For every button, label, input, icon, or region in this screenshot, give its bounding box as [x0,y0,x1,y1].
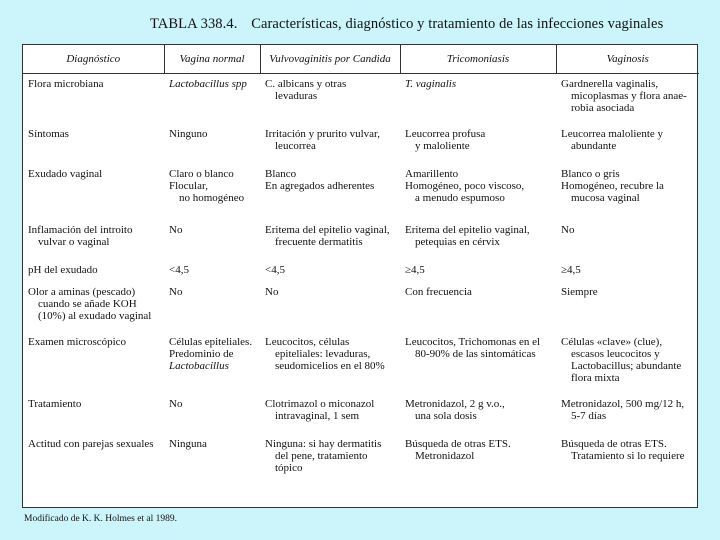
row-label [23,332,164,394]
cell-line: Leucorrea maloliente y [561,127,664,140]
table-cell [556,282,699,332]
cell-line: robia asociada [571,102,635,114]
cell-line: a menudo espumoso [415,191,505,204]
cell-line: Ninguna: si hay dermatitis [265,437,382,450]
row-label-line: Actitud con parejas sexuales [28,437,154,450]
table-cell [400,164,556,220]
row-label [23,74,164,124]
cell-line: Ninguno [169,127,208,140]
table-cell [164,74,260,124]
row-label-line: Olor a aminas (pescado) [28,285,136,298]
header-vaginosis: Vaginosis [556,45,699,74]
table-title [150,16,663,33]
table-cell [260,220,400,260]
cell-line: Blanco o gris [561,167,620,180]
table-cell [164,220,260,260]
cell-line: petequias en cérvix [415,235,500,248]
cell-line: T. vaginalis [405,78,457,90]
cell-line: Lactobacillus spp [169,78,247,90]
table-row [23,164,699,220]
cell-line: Homogéneo, recubre la [561,179,664,192]
table-cell [164,394,260,434]
row-label [23,394,164,434]
table-cell [400,282,556,332]
cell-line: flora mixta [571,371,620,384]
table-cell [556,74,699,124]
cell-line: Eritema del epitelio vaginal, [405,223,530,236]
cell-line: No [169,285,183,298]
table-cell [400,434,556,484]
header-row [23,45,699,74]
table-cell [164,260,260,282]
table-cell [556,394,699,434]
infections-table [23,45,699,484]
cell-line: 5-7 días [571,409,607,422]
row-label-line: Exudado vaginal [28,167,103,180]
table-row [23,332,699,394]
table-cell [260,74,400,124]
table-cell [164,282,260,332]
table-cell [260,434,400,484]
cell-line: Células «clave» (clue), [561,335,663,348]
cell-line: Lactobacillus; abundante [571,359,682,372]
cell-line: y maloliente [415,139,470,152]
header-vagina-normal: Vagina normal [164,45,260,74]
cell-line: mucosa vaginal [571,191,640,204]
cell-line: Predominio de [169,347,234,360]
cell-line: Claro o blanco [169,167,234,180]
header-tricomoniasis: Tricomoniasis [400,45,556,74]
table-row [23,220,699,260]
table-cell [400,220,556,260]
header-diagnostico: Diagnóstico [23,45,164,74]
cell-line: No [265,285,279,298]
cell-line: En agregados adherentes [265,179,375,192]
source-note: Modificado de K. K. Holmes et al 1989. [24,514,178,524]
cell-line: Homogéneo, poco viscoso, [405,179,525,192]
cell-line: Células epiteliales. [169,335,253,348]
cell-line: Amarillento [405,167,459,180]
cell-line: Búsqueda de otras ETS. [561,437,667,450]
row-label-line: Examen microscópico [28,335,127,348]
cell-line: ≥4,5 [561,263,581,276]
table-cell [260,124,400,164]
cell-line: del pene, tratamiento [275,449,368,462]
cell-line: Ninguna [169,437,207,450]
table-cell [260,164,400,220]
cell-line: 80-90% de las sintomáticas [415,347,536,360]
cell-line: Metronidazol [415,449,475,462]
table-row [23,74,699,124]
row-label [23,260,164,282]
table-caption: Características, diagnóstico y tratamiento de las infecciones vaginales [251,16,664,32]
table-cell [556,434,699,484]
table-cell [556,220,699,260]
cell-line: Lactobacillus [169,359,229,372]
cell-line: leucorrea [275,139,316,152]
cell-line: una sola dosis [415,409,477,422]
cell-line: Flocular, [169,179,208,192]
cell-line: seudomicelios en el 80% [275,359,385,372]
table-cell [400,260,556,282]
cell-line: Leucocitos, células [265,335,350,348]
table-cell [164,332,260,394]
cell-line: Clotrimazol o miconazol [265,397,375,410]
table-cell [556,164,699,220]
table-row [23,282,699,332]
table-cell [164,164,260,220]
row-label-line: vulvar o vaginal [38,235,110,248]
cell-line: Blanco [265,167,297,180]
row-label [23,282,164,332]
cell-line: frecuente dermatitis [275,235,363,248]
cell-line: <4,5 [265,263,285,276]
row-label-line: cuando se añade KOH [38,297,137,310]
header-candida: Vulvovaginitis por Candida [260,45,400,74]
table-cell [556,332,699,394]
cell-line: Irritación y prurito vulvar, [265,127,381,140]
cell-line: Siempre [561,285,598,298]
cell-line: Metronidazol, 2 g v.o., [405,397,505,410]
cell-line: Leucocitos, Trichomonas en el [405,335,541,348]
table-row [23,434,699,484]
row-label-line: Tratamiento [28,397,82,410]
table-number: TABLA 338.4. [150,16,238,32]
table-cell [164,124,260,164]
table-row [23,124,699,164]
cell-line: <4,5 [169,263,189,276]
cell-line: Gardnerella vaginalis, [561,78,659,90]
cell-line: epiteliales: levaduras, [275,347,371,360]
row-label [23,220,164,260]
row-label-line: pH del exudado [28,263,98,276]
cell-line: Tratamiento si lo requiere [571,449,685,462]
table-cell [260,394,400,434]
cell-line: Con frecuencia [405,285,472,298]
table-cell [556,124,699,164]
table-cell [400,394,556,434]
table-body [23,74,699,484]
cell-line: C. albicans y otras [265,78,347,90]
cell-line: micoplasmas y flora anae- [571,90,687,102]
cell-line: tópico [275,461,303,474]
row-label [23,164,164,220]
row-label-line: Flora microbiana [28,78,104,90]
table-row [23,260,699,282]
cell-line: escasos leucocitos y [571,347,660,360]
cell-line: intravaginal, 1 sem [275,409,360,422]
cell-line: levaduras [275,90,318,102]
table-cell [400,332,556,394]
table-row [23,394,699,434]
row-label-line: Inflamación del introito [28,223,133,236]
table-cell [260,282,400,332]
row-label [23,124,164,164]
table-cell [400,74,556,124]
row-label-line: Síntomas [28,127,69,140]
cell-line: Leucorrea profusa [405,127,486,140]
table-sheet [22,44,698,508]
table-cell [260,260,400,282]
cell-line: Eritema del epitelio vaginal, [265,223,390,236]
table-cell [260,332,400,394]
cell-line: No [561,223,575,236]
cell-line: No [169,223,183,236]
cell-line: Búsqueda de otras ETS. [405,437,511,450]
cell-line: Metronidazol, 500 mg/12 h, [561,397,685,410]
cell-line: abundante [571,139,617,152]
cell-line: no homogéneo [179,191,245,204]
table-cell [400,124,556,164]
table-cell [556,260,699,282]
table-cell [164,434,260,484]
cell-line: No [169,397,183,410]
row-label-line: (10%) al exudado vaginal [38,309,152,322]
row-label [23,434,164,484]
cell-line: ≥4,5 [405,263,425,276]
